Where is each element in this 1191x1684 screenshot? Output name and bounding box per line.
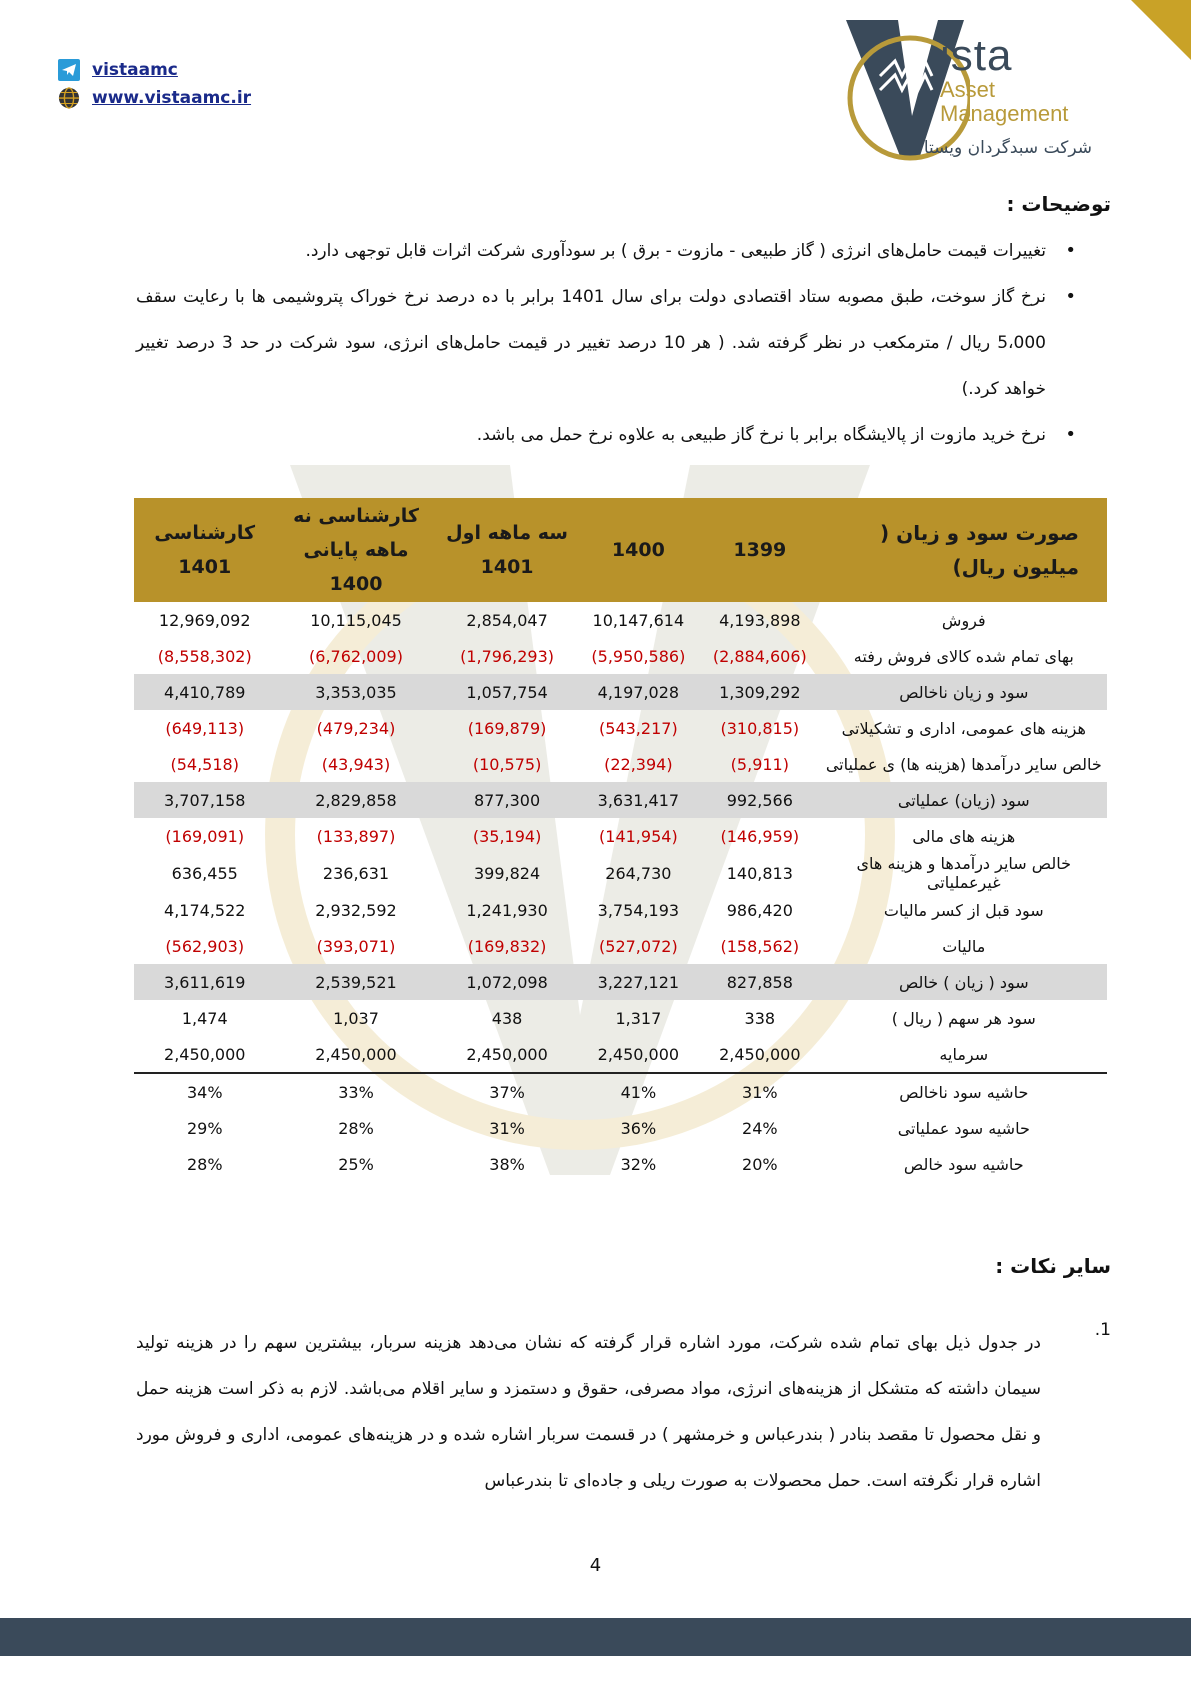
table-cell: 4,193,898	[719, 610, 801, 630]
table-cell: 992,566	[699, 782, 820, 818]
table-row	[134, 602, 1107, 638]
section-title-notes: توضیحات :	[1006, 192, 1111, 216]
table-cell: 38%	[489, 1154, 525, 1174]
table-cell: 12,969,092	[158, 610, 251, 630]
table-row	[134, 1110, 1107, 1146]
table-row	[134, 782, 1107, 818]
table-row	[134, 892, 1107, 928]
table-cell: (22,394)	[604, 754, 673, 774]
table-cell: 338	[744, 1008, 776, 1028]
table-cell: 4,410,789	[134, 674, 275, 710]
table-cell: 3,631,417	[578, 782, 699, 818]
table-cell: (10,575)	[472, 754, 542, 774]
table-row	[134, 854, 1107, 892]
table-cell: 36%	[620, 1118, 657, 1138]
table-cell: 32%	[620, 1154, 657, 1174]
table-cell: 2,450,000	[164, 1044, 246, 1064]
corner-decoration	[1131, 0, 1191, 60]
footer-bar	[0, 1618, 1191, 1656]
table-cell: (8,558,302)	[157, 646, 252, 666]
table-cell: 1,241,930	[466, 900, 548, 920]
table-cell: (5,911)	[730, 754, 789, 774]
table-cell: 2,829,858	[275, 782, 436, 818]
page-number: 4	[589, 1555, 602, 1576]
table-cell: 10,115,045	[310, 610, 402, 630]
row-label: حاشیه سود عملیاتی	[897, 1118, 1030, 1138]
table-cell: 10,147,614	[592, 610, 685, 630]
company-logo	[840, 16, 1110, 166]
table-cell: (393,071)	[316, 936, 396, 956]
telegram-link[interactable]: vistaamc	[92, 60, 178, 80]
table-cell: (35,194)	[472, 826, 542, 846]
table-cell: (543,217)	[599, 718, 678, 738]
table-row	[134, 818, 1107, 854]
row-label: سرمایه	[939, 1044, 989, 1064]
table-cell: 636,455	[171, 863, 238, 883]
row-label: خالص سایر درآمدها و هزینه های غیرعملیاتی	[856, 854, 1072, 892]
table-cell: 1,057,754	[437, 674, 578, 710]
row-label: سود (زیان) عملیاتی	[821, 782, 1107, 818]
table-cell: 31%	[489, 1118, 525, 1138]
logo-management: Management	[940, 101, 1069, 126]
row-label: حاشیه سود خالص	[903, 1154, 1024, 1174]
table-cell: (2,884,606)	[712, 646, 807, 666]
table-row	[134, 1146, 1107, 1182]
notes-list	[136, 228, 1046, 458]
table-cell: 24%	[742, 1118, 778, 1138]
table-row	[134, 710, 1107, 746]
table-cell: (649,113)	[165, 718, 245, 738]
table-cell: 34%	[186, 1082, 223, 1102]
table-row	[134, 638, 1107, 674]
table-cell: (146,959)	[720, 826, 800, 846]
table-cell: (141,954)	[599, 826, 678, 846]
table-cell: (310,815)	[720, 718, 800, 738]
table-cell: 3,611,619	[134, 964, 275, 1000]
row-label: سود ( زیان ) خالص	[821, 964, 1107, 1000]
table-cell: (562,903)	[165, 936, 245, 956]
table-cell: 877,300	[437, 782, 578, 818]
table-cell: (43,943)	[321, 754, 391, 774]
table-cell: (1,796,293)	[460, 646, 555, 666]
table-cell: (133,897)	[316, 826, 396, 846]
list-number: 1.	[1094, 1320, 1111, 1340]
table-cell: 28%	[338, 1118, 374, 1138]
table-cell: 2,854,047	[466, 610, 548, 630]
note-item: • نرخ خرید مازوت از پالایشگاه برابر با نرخ گاز طبیعی به علاوه نرخ حمل می باشد.	[136, 412, 1046, 458]
table-row	[134, 746, 1107, 782]
table-cell: 1,317	[615, 1008, 662, 1028]
column-header: کارشناسی 1401	[134, 498, 275, 602]
table-cell: 2,450,000	[597, 1044, 680, 1064]
table-cell: 3,754,193	[597, 900, 680, 920]
row-label: خالص سایر درآمدها (هزینه ها) ی عملیاتی	[825, 754, 1102, 774]
row-label: هزینه های عمومی، اداری و تشکیلاتی	[841, 718, 1086, 738]
table-cell: 28%	[186, 1154, 223, 1174]
table-cell: 3,707,158	[134, 782, 275, 818]
table-cell: 2,539,521	[275, 964, 436, 1000]
table-cell: 25%	[338, 1154, 374, 1174]
table-cell: (54,518)	[170, 754, 239, 774]
column-header: صورت سود و زیان ( میلیون ریال)	[821, 498, 1107, 602]
row-label: حاشیه سود ناخالص	[899, 1082, 1029, 1102]
row-label: فروش	[941, 610, 986, 630]
table-cell: 3,227,121	[578, 964, 699, 1000]
row-label: بهای تمام شده کالای فروش رفته	[853, 646, 1074, 666]
table-cell: (6,762,009)	[309, 646, 403, 666]
table-cell: 2,450,000	[719, 1044, 801, 1064]
table-cell: (479,234)	[316, 718, 396, 738]
telegram-link-row[interactable]	[58, 56, 251, 84]
table-cell: (169,879)	[467, 718, 547, 738]
column-header: کارشناسی نه ماهه پایانی 1400	[275, 498, 436, 602]
table-cell: 438	[491, 1008, 523, 1028]
column-header: سه ماهه اول 1401	[437, 498, 578, 602]
table-row	[134, 1000, 1107, 1036]
table-cell: (169,091)	[165, 826, 245, 846]
table-row	[134, 964, 1107, 1000]
table-cell: 1,474	[181, 1008, 228, 1028]
header-links	[58, 56, 251, 112]
globe-icon	[58, 87, 80, 109]
table-cell: 236,631	[322, 863, 390, 883]
table-cell: 827,858	[699, 964, 820, 1000]
other-points-paragraph: در جدول ذیل بهای تمام شده شرکت، مورد اشاره قرار گرفته که نشان می‌دهد هزینه سربار، بیشترین سهم را در هزینه تولید سیمان داشته که متشکل از هزینه‌های انرژی، مواد مصرفی، حقوق و دستمزد و سایر اقلام می‌باشد. لازم به ذکر است هزینه حمل و نقل محصول تا مقصد بنادر ( بندرعباس و خرمشهر ) در قسمت سربار اشاره شده و در هزینه‌های عمومی، اداری و فروش مورد اشاره قرار نگرفته است. حمل محصولات به صورت ریلی و جاده‌ای تا بندرعباس	[136, 1333, 1041, 1491]
table-row	[134, 1074, 1107, 1110]
note-item: • تغییرات قیمت حامل‌های انرژی ( گاز طبیعی - مازوت - برق ) بر سودآوری شرکت اثرات قابل توجهی دارد.	[136, 228, 1046, 274]
table-cell: (158,562)	[720, 936, 800, 956]
table-cell: (5,950,586)	[591, 646, 686, 666]
table-cell: 3,353,035	[275, 674, 436, 710]
table-row	[134, 928, 1107, 964]
column-header: 1399	[699, 498, 820, 602]
note-item: • نرخ گاز سوخت، طبق مصوبه ستاد اقتصادی دولت برای سال 1401 برابر با ده درصد نرخ خوراک پتروشیمی ها با رعایت سقف 5،000 ریال / مترمکعب در نظر گرفته شد. ( هر 10 درصد تغییر در قیمت حامل‌های انرژی، سود شرکت در حد 3 درصد تغییر خواهد کرد.)	[136, 274, 1046, 412]
row-label: هزینه های مالی	[912, 826, 1016, 846]
table-cell: 140,813	[726, 863, 793, 883]
table-cell: 2,450,000	[466, 1044, 548, 1064]
table-cell: 264,730	[605, 863, 672, 883]
table-cell: 20%	[742, 1154, 778, 1174]
table-cell: 986,420	[726, 900, 793, 920]
table-cell: 2,450,000	[315, 1044, 397, 1064]
website-link-row[interactable]	[58, 84, 251, 112]
table-cell: 399,824	[473, 863, 541, 883]
website-link[interactable]: www.vistaamc.ir	[92, 88, 252, 108]
table-row	[134, 1036, 1107, 1073]
table-cell: (527,072)	[599, 936, 678, 956]
table-cell: 41%	[620, 1082, 657, 1102]
table-header-row	[134, 498, 1107, 602]
table-row	[134, 674, 1107, 710]
table-cell: 4,174,522	[164, 900, 246, 920]
table-cell: 31%	[742, 1082, 778, 1102]
income-statement-table	[134, 498, 1107, 1182]
section-title-other-points: سایر نکات :	[995, 1254, 1111, 1278]
telegram-icon	[58, 59, 80, 81]
table-cell: 29%	[186, 1118, 223, 1138]
table-cell: 4,197,028	[578, 674, 699, 710]
table-cell: 33%	[338, 1082, 374, 1102]
logo-name: ista	[940, 31, 1013, 80]
table-cell: 37%	[489, 1082, 525, 1102]
table-cell: 1,309,292	[699, 674, 820, 710]
row-label: سود و زیان ناخالص	[821, 674, 1107, 710]
table-cell: (169,832)	[467, 936, 547, 956]
logo-asset: Asset	[940, 77, 996, 102]
column-header: 1400	[578, 498, 699, 602]
row-label: سود هر سهم ( ریال )	[891, 1008, 1036, 1028]
table-cell: 1,037	[333, 1008, 379, 1028]
table-cell: 1,072,098	[437, 964, 578, 1000]
row-label: سود قبل از کسر مالیات	[883, 900, 1044, 920]
logo-persian-name: شرکت سبدگردان ویستا	[923, 138, 1092, 158]
table-cell: 2,932,592	[315, 900, 397, 920]
row-label: مالیات	[942, 936, 986, 956]
